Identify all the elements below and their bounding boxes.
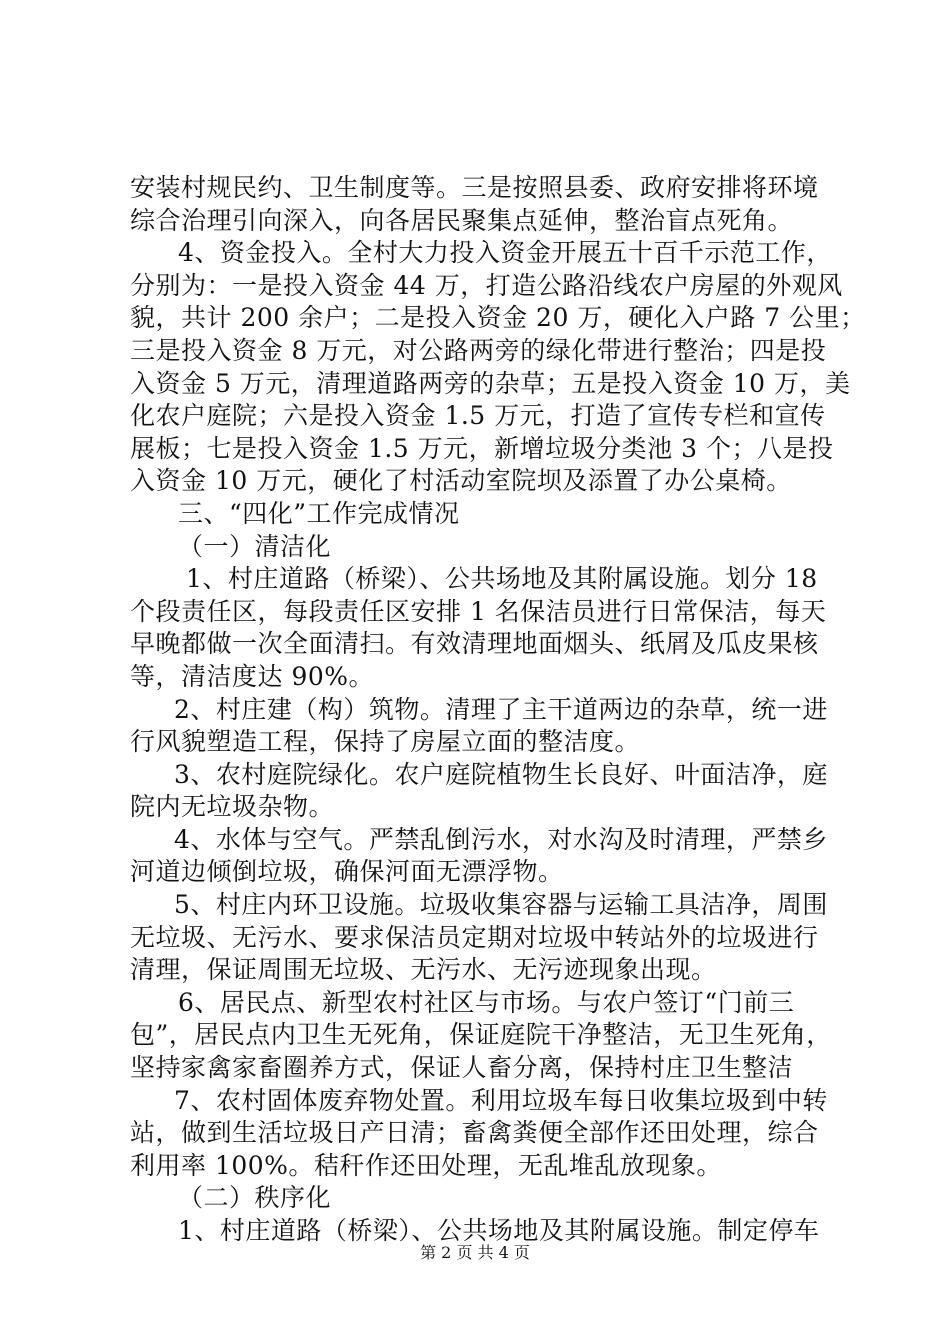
text-line: 展板；七是投入资金 1.5 万元，新增垃圾分类池 3 个；八是投 [130, 433, 834, 463]
text-line: 站，做到生活垃圾日产日清；畜禽粪便全部作还田处理，综合 [130, 1118, 819, 1148]
text-line: 行风貌塑造工程，保持了房屋立面的整洁度。 [130, 727, 641, 757]
text-line: 院内无垃圾杂物。 [130, 792, 335, 822]
text-line: 1、村庄道路（桥梁）、公共场地及其附属设施。划分 18 [186, 564, 818, 594]
text-line: 5、村庄内环卫设施。垃圾收集容器与运输工具洁净，周围 [174, 890, 828, 920]
text-line: 三、“四化”工作完成情况 [178, 498, 460, 528]
text-line: 利用率 100%。秸秆作还田处理，无乱堆乱放现象。 [130, 1150, 722, 1180]
text-line: 貌，共计 200 余户；二是投入资金 20 万，硬化入户路 7 公里； [130, 303, 866, 333]
text-line: 分别为：一是投入资金 44 万，打造公路沿线农户房屋的外观风 [130, 270, 843, 300]
text-line: 7、农村固体废弃物处置。利用垃圾车每日收集垃圾到中转 [174, 1085, 828, 1115]
text-line: 等，清洁度达 90%。 [130, 661, 375, 691]
text-line: 入资金 5 万元，清理道路两旁的杂草；五是投入资金 10 万，美 [130, 368, 851, 398]
document-body [130, 172, 866, 1248]
text-line: 6、居民点、新型农村社区与市场。与农户签订“门前三 [178, 987, 795, 1017]
text-line: 坚持家禽家畜圈养方式，保证人畜分离，保持村庄卫生整洁 [130, 1053, 794, 1083]
text-line: 个段责任区，每段责任区安排 1 名保洁员进行日常保洁，每天 [130, 596, 827, 626]
text-line: 安装村规民约、卫生制度等。三是按照县委、政府安排将环境 [130, 173, 819, 202]
text-line: 化农户庭院；六是投入资金 1.5 万元，打造了宣传专栏和宣传 [130, 401, 826, 431]
text-line: 1、村庄道路（桥梁）、公共场地及其附属设施。制定停车 [178, 1216, 820, 1245]
text-line: （二）秩序化 [178, 1183, 332, 1213]
text-line: 3、农村庭院绿化。农户庭院植物生长良好、叶面洁净，庭 [174, 759, 828, 789]
text-line: 无垃圾、无污水、要求保洁员定期对垃圾中转站外的垃圾进行 [130, 922, 819, 952]
text-line: 清理，保证周围无垃圾、无污水、无污迹现象出现。 [130, 955, 717, 985]
text-line: 4、资金投入。全村大力投入资金开展五十百千示范工作， [178, 238, 832, 268]
text-line: 早晚都做一次全面清扫。有效清理地面烟头、纸屑及瓜皮果核 [130, 629, 819, 659]
text-line: （一）清洁化 [178, 531, 332, 561]
text-line: 三是投入资金 8 万元，对公路两旁的绿化带进行整治；四是投 [130, 335, 827, 365]
page-footer: 第 2 页 共 4 页 [420, 1243, 530, 1262]
text-line: 入资金 10 万元，硬化了村活动室院坝及添置了办公桌椅。 [130, 466, 792, 496]
text-line: 河道边倾倒垃圾，确保河面无漂浮物。 [130, 857, 564, 887]
text-line: 综合治理引向深入，向各居民聚集点延伸，整治盲点死角。 [130, 205, 794, 235]
text-line: 包”，居民点内卫生无死角，保证庭院干净整洁，无卫生死角， [130, 1020, 832, 1050]
text-line: 2、村庄建（构）筑物。清理了主干道两边的杂草，统一进 [174, 694, 828, 724]
text-line: 4、水体与空气。严禁乱倒污水，对水沟及时清理，严禁乡 [174, 824, 828, 854]
